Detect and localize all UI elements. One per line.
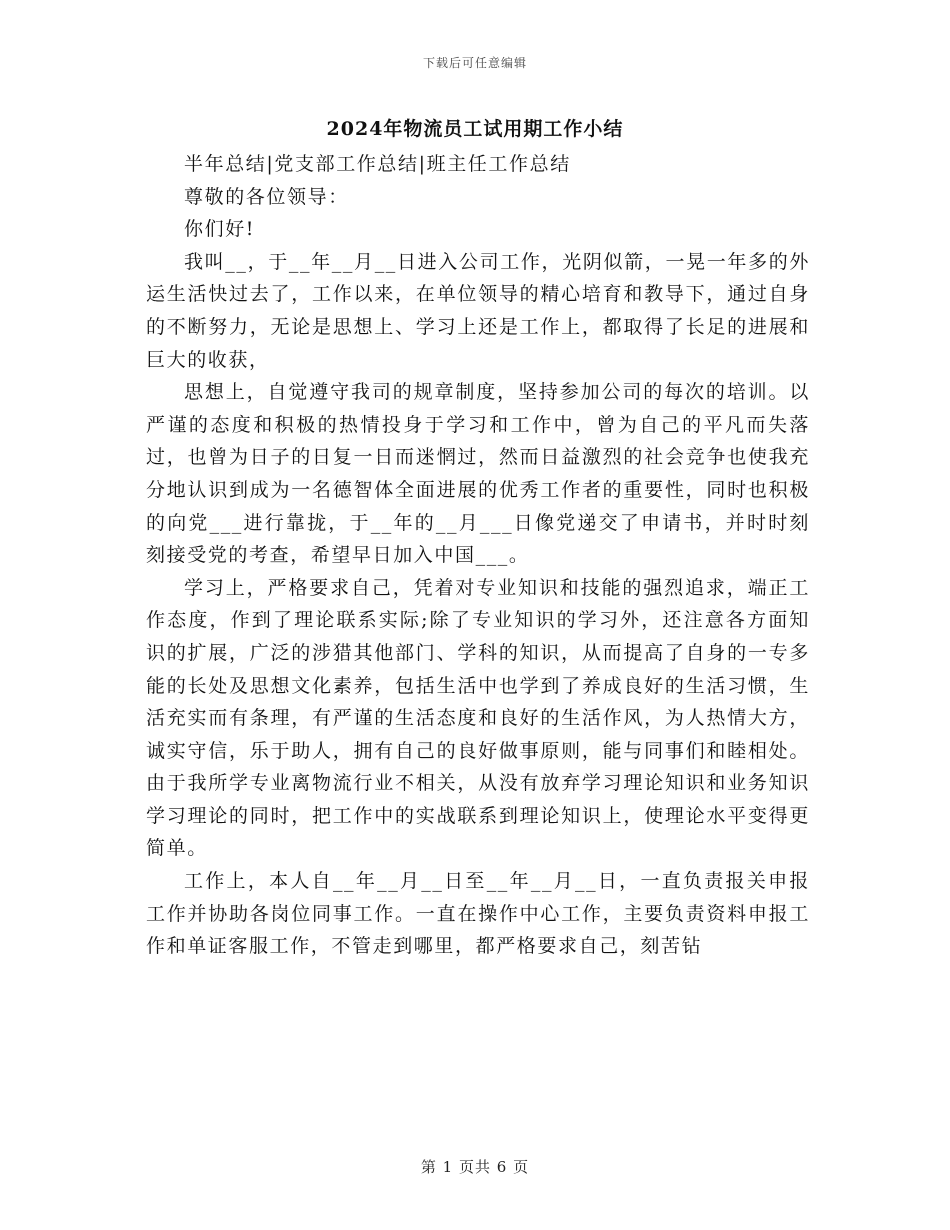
document-title: 2024年物流员工试用期工作小结 <box>326 118 624 140</box>
page-number: 第 1 页共 6 页 <box>420 1158 530 1176</box>
paragraph-summary-links: 半年总结|党支部工作总结|班主任工作总结 <box>184 153 571 175</box>
document-body <box>146 148 810 963</box>
paragraph-thought: 思想上，自觉遵守我司的规章制度，坚持参加公司的每次的培训。以严谨的态度和积极的热情投身于学习和工作中，曾为自己的平凡而失落过，也曾为日子的日复一日而迷惘过，然而日益激烈的社会竞争也使我充分地认识到成为一名德智体全面进展的优秀工作者的重要性，同时也积极的向党___进行靠拢，于__年的__月___日像党递交了申请书，并时时刻刻接受党的考查，希望早日加入中国___。 <box>146 381 810 567</box>
header-note: 下载后可任意编辑 <box>422 56 527 70</box>
paragraph-work: 工作上，本人自__年__月__日至__年__月__日，一直负责报关申报工作并协助各岗位同事工作。一直在操作中心工作，主要负责资料申报工作和单证客服工作，不管走到哪里，都严格要求自己，刻苦钻 <box>146 870 810 958</box>
paragraph-study: 学习上，严格要求自己，凭着对专业知识和技能的强烈追求，端正工作态度，作到了理论联系实际;除了专业知识的学习外，还注意各方面知识的扩展，广泛的涉猎其他部门、学科的知识，从而提高了自身的一专多能的长处及思想文化素养，包括生活中也学到了养成良好的生活习惯，生活充实而有条理，有严谨的生活态度和良好的生活作风，为人热情大方，诚实守信，乐于助人，拥有自己的良好做事原则，能与同事们和睦相处。由于我所学专业离物流行业不相关，从没有放弃学习理论知识和业务知识学习理论的同时，把工作中的实战联系到理论知识上，使理论水平变得更简单。 <box>146 576 810 860</box>
paragraph-greeting: 你们好! <box>184 218 256 241</box>
paragraph-salutation: 尊敬的各位领导： <box>184 185 349 208</box>
paragraph-introduction: 我叫__，于__年__月__日进入公司工作，光阴似箭，一晃一年多的外运生活快过去了，工作以来，在单位领导的精心培育和教导下，通过自身的不断努力，无论是思想上、学习上还是工作上，都取得了长足的进展和巨大的收获， <box>146 250 810 371</box>
